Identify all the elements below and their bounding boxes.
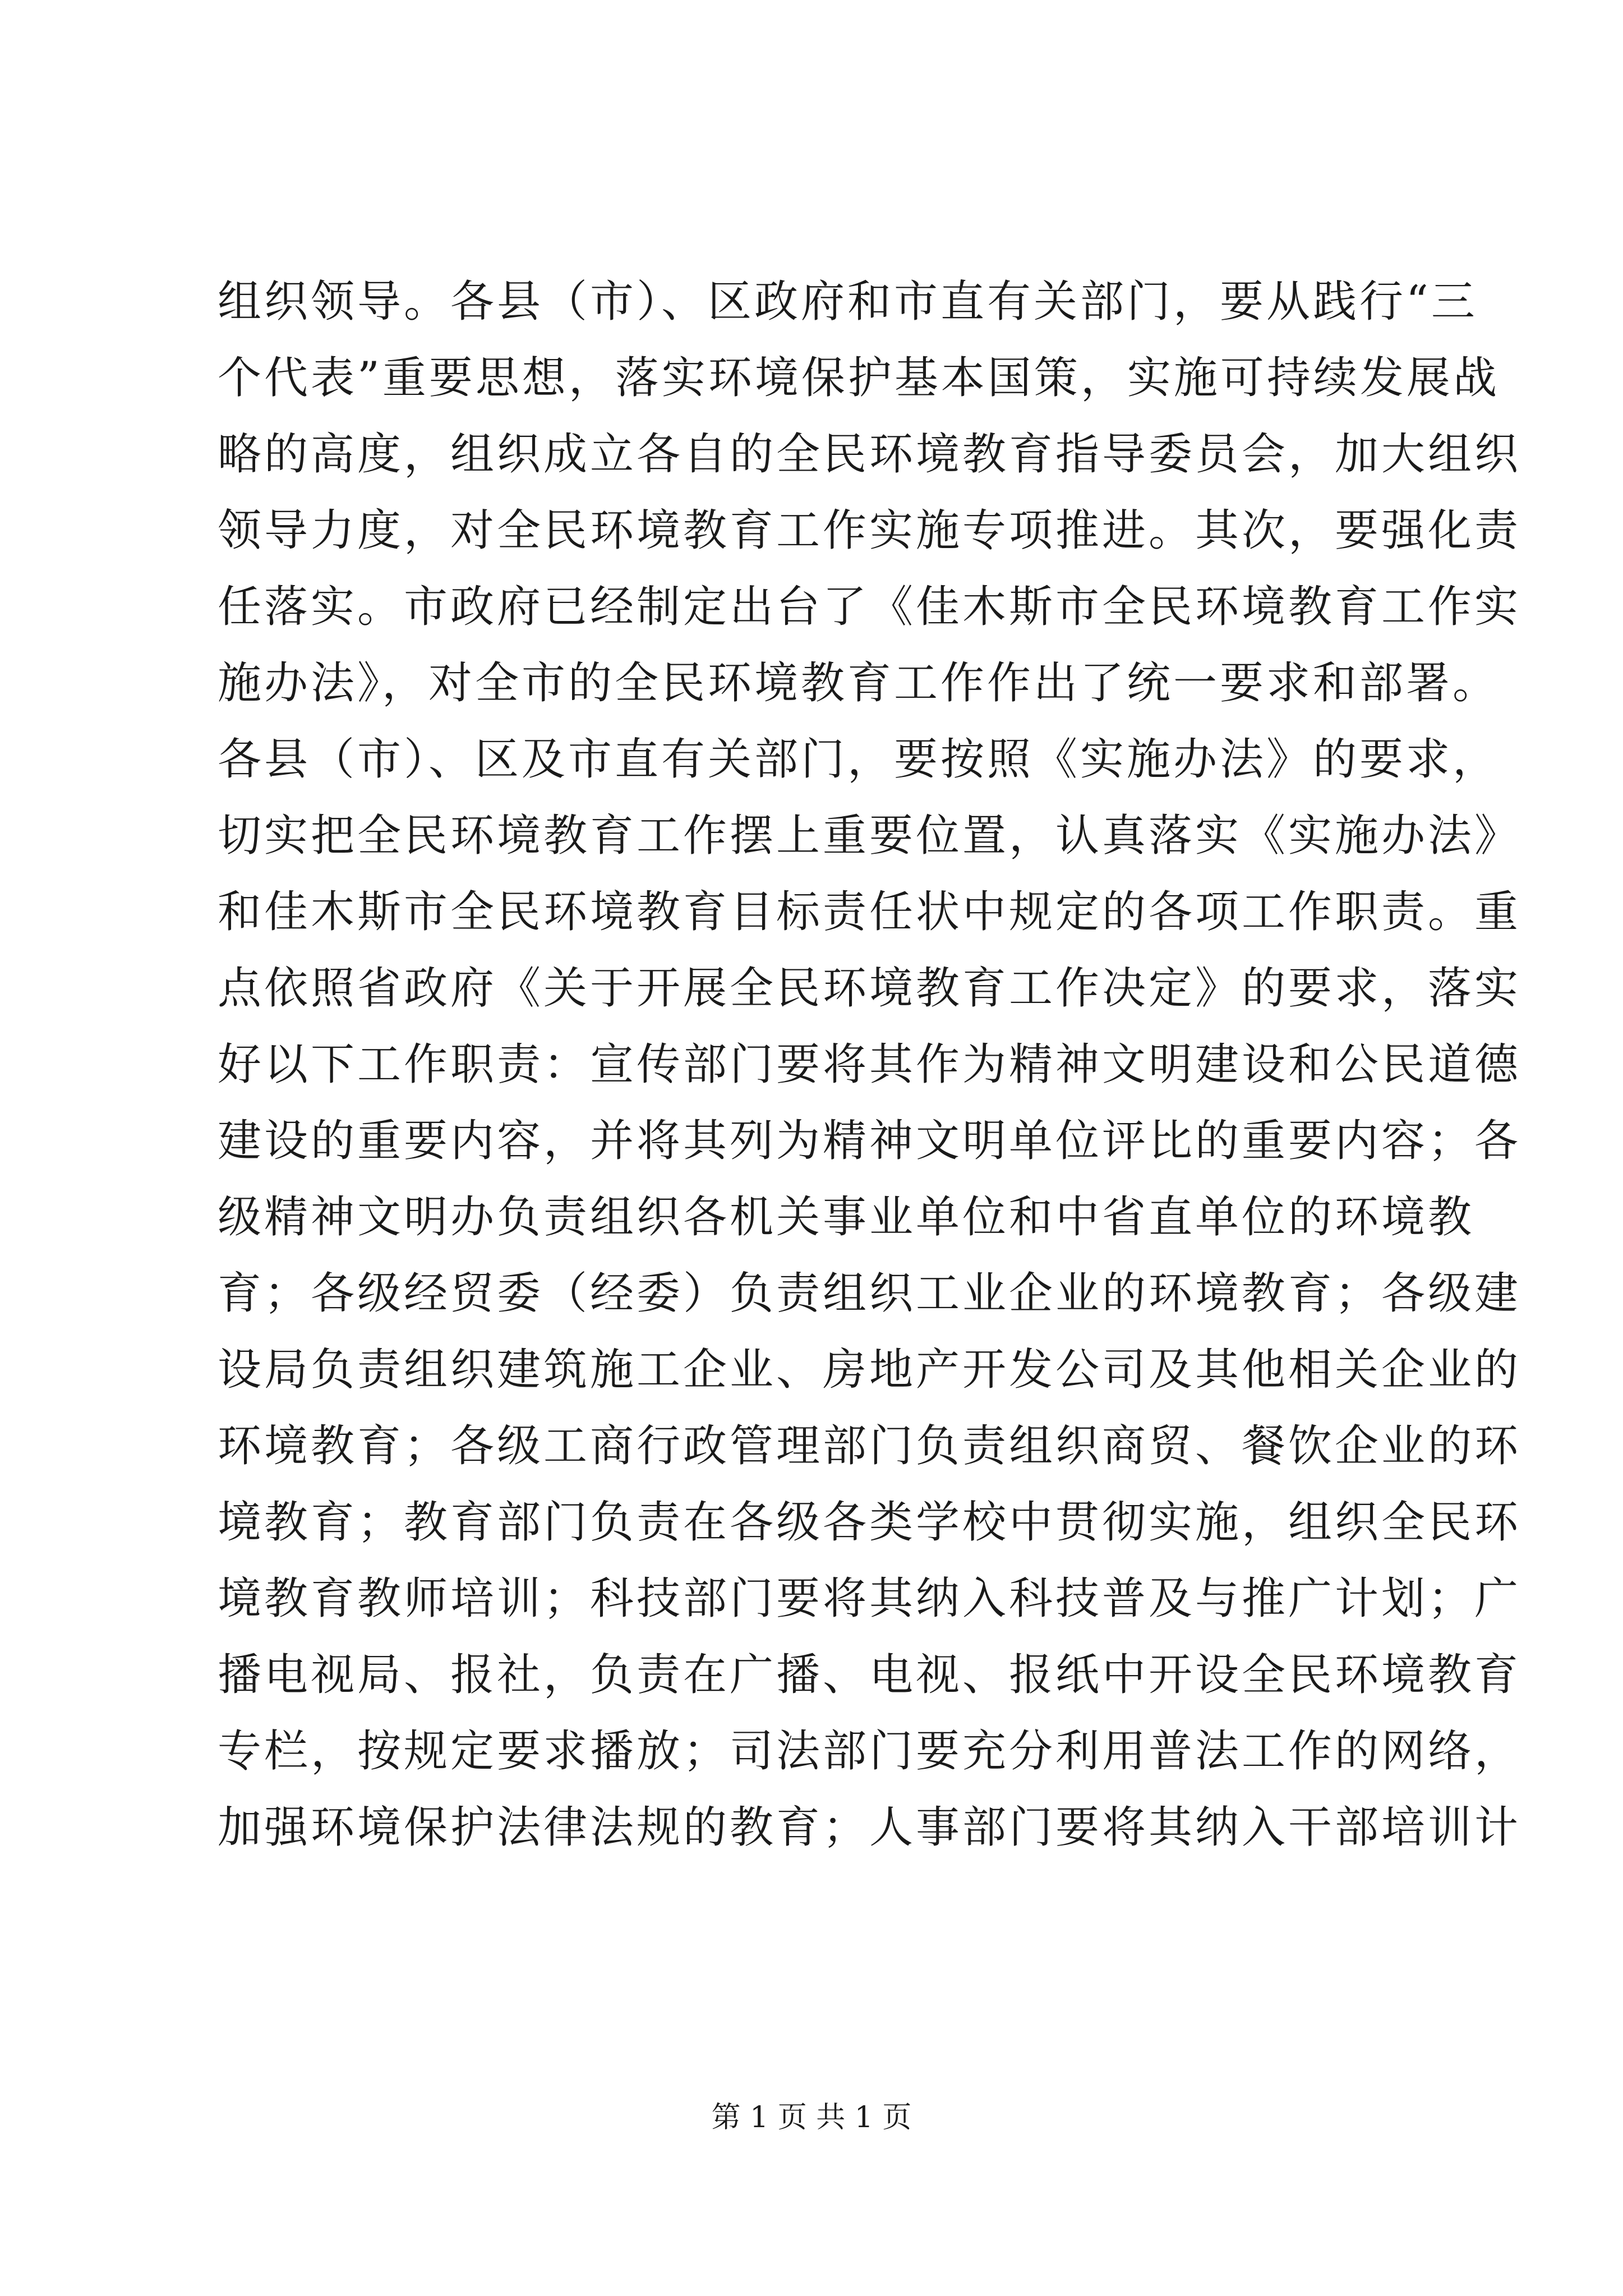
text-line: 建设的重要内容，并将其列为精神文明单位评比的重要内容；各 [218, 1116, 1521, 1166]
text-line: 播电视局、报社，负责在广播、电视、报纸中开设全民环境教育 [218, 1650, 1521, 1700]
text-line: 点依照省政府《关于开展全民环境教育工作决定》的要求，落实 [218, 963, 1521, 1014]
text-line: 任落实。市政府已经制定出台了《佳木斯市全民环境教育工作实 [218, 582, 1521, 632]
text-line: 级精神文明办负责组织各机关事业单位和中省直单位的环境教 [218, 1192, 1475, 1243]
text-line: 施办法》，对全市的全民环境教育工作作出了统一要求和部署。 [218, 658, 1500, 708]
text-line: 环境教育；各级工商行政管理部门负责组织商贸、餐饮企业的环 [218, 1421, 1521, 1471]
text-line: 领导力度，对全民环境教育工作实施专项推进。其次，要强化责 [218, 505, 1521, 556]
body-text [218, 264, 1521, 1866]
text-line: 专栏，按规定要求播放；司法部门要充分利用普法工作的网络， [218, 1726, 1521, 1777]
text-line: 和佳木斯市全民环境教育目标责任状中规定的各项工作职责。重 [218, 887, 1521, 937]
text-line: 切实把全民环境教育工作摆上重要位置，认真落实《实施办法》 [218, 811, 1521, 861]
text-line: 育；各级经贸委（经委）负责组织工业企业的环境教育；各级建 [218, 1268, 1521, 1319]
text-line: 设局负责组织建筑施工企业、房地产开发公司及其他相关企业的 [218, 1345, 1521, 1395]
text-line: 境教育；教育部门负责在各级各类学校中贯彻实施，组织全民环 [218, 1497, 1521, 1548]
text-line: 略的高度，组织成立各自的全民环境教育指导委员会，加大组织 [218, 429, 1521, 480]
text-line: 组织领导。各县（市）、区政府和市直有关部门，要从践行“三 [218, 277, 1478, 327]
text-line: 各县（市）、区及市直有关部门，要按照《实施办法》的要求， [218, 734, 1500, 785]
text-line: 加强环境保护法律法规的教育；人事部门要将其纳入干部培训计 [218, 1802, 1521, 1853]
text-line: 个代表”重要思想，落实环境保护基本国策，实施可持续发展战 [218, 353, 1500, 403]
text-line: 境教育教师培训；科技部门要将其纳入科技普及与推广计划；广 [218, 1573, 1521, 1624]
text-line: 好以下工作职责：宣传部门要将其作为精神文明建设和公民道德 [218, 1039, 1521, 1090]
page-footer: 第 1 页 共 1 页 [711, 2101, 912, 2134]
